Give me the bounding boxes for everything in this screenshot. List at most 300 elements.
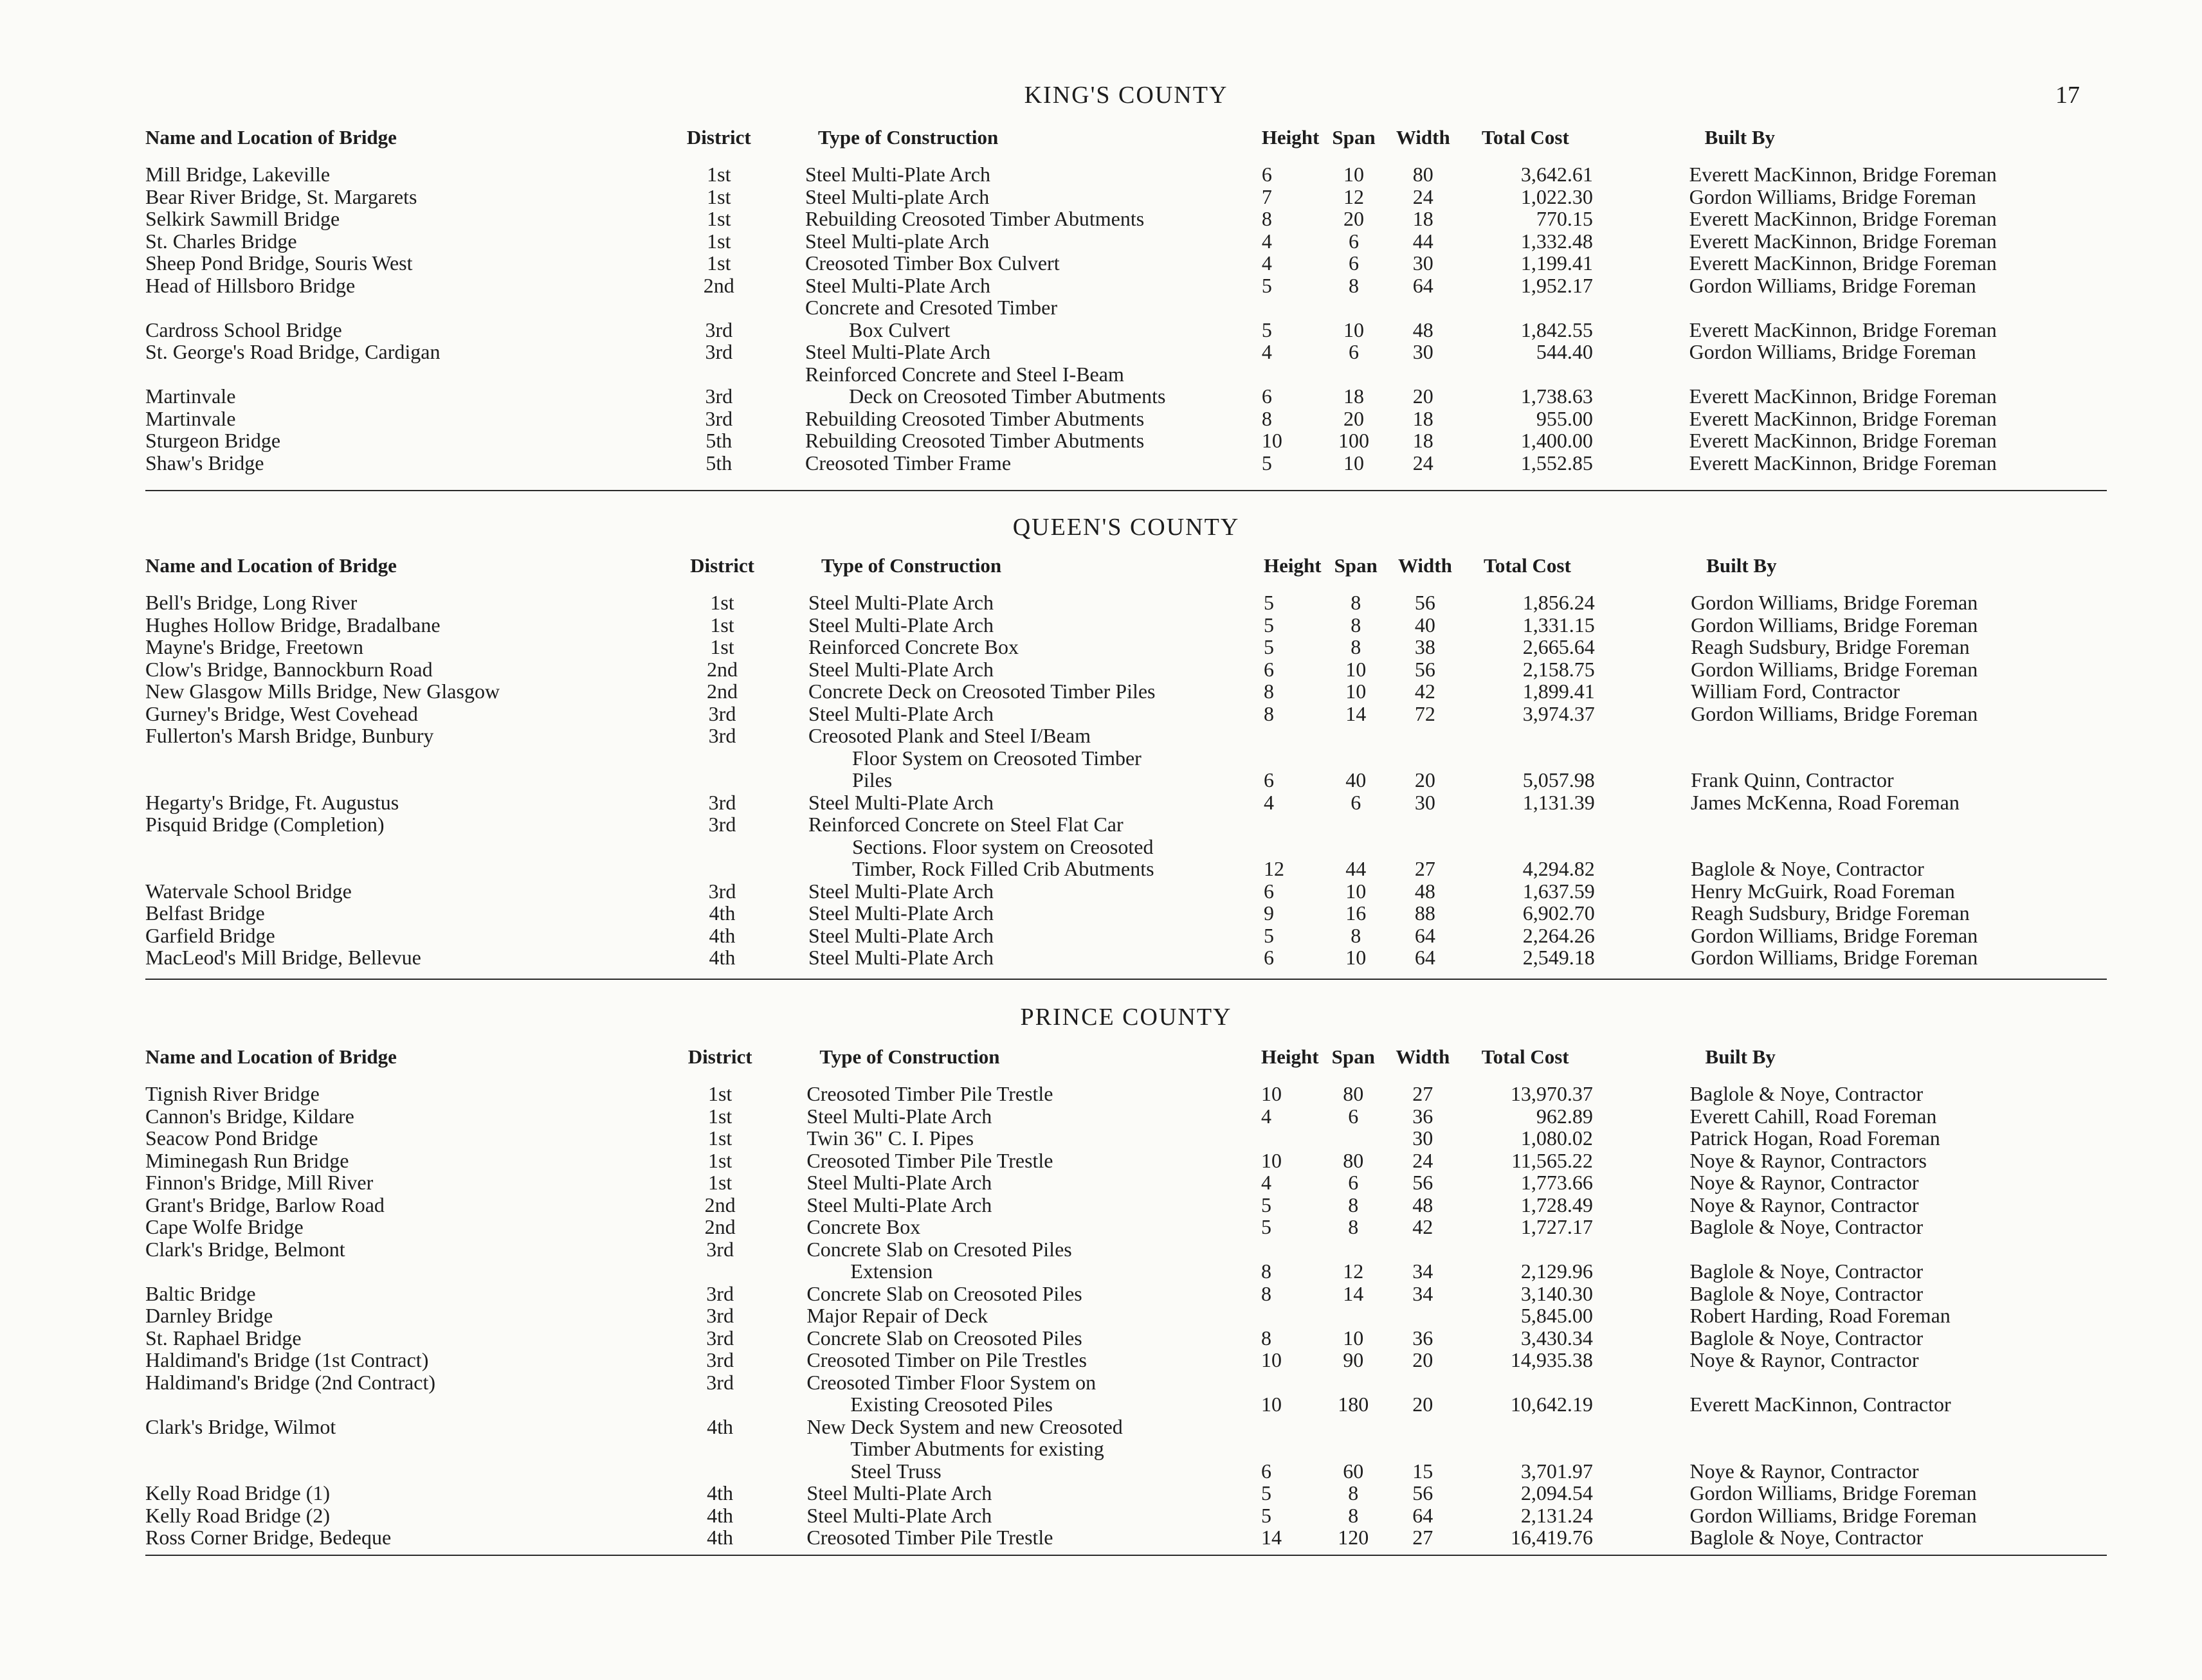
cell-span: 6 bbox=[1351, 790, 1361, 814]
cell-span: 6 bbox=[1348, 1104, 1359, 1128]
construction-type-cell bbox=[808, 614, 1264, 637]
construction-type-line: Concrete Deck on Creosoted Timber Piles bbox=[808, 680, 1156, 703]
cell-name: Darnley Bridge bbox=[145, 1304, 273, 1327]
construction-type-line: Steel Multi-Plate Arch bbox=[808, 613, 994, 637]
cell-name: Sheep Pond Bridge, Souris West bbox=[145, 251, 413, 275]
cell-width: 40 bbox=[1414, 613, 1435, 637]
cell-built: Reagh Sudsbury, Bridge Foreman bbox=[1691, 901, 1970, 925]
cell-built: Everett MacKinnon, Bridge Foreman bbox=[1689, 229, 1997, 253]
cell-cost: 3,140.30 bbox=[1520, 1281, 1593, 1305]
cell-cost: 2,264.26 bbox=[1522, 923, 1595, 947]
cell-district: 5th bbox=[705, 429, 732, 452]
construction-type-line: Steel Multi-Plate Arch bbox=[808, 701, 994, 725]
construction-type-line: Creosoted Timber Pile Trestle bbox=[806, 1148, 1053, 1172]
table-row bbox=[145, 1150, 2107, 1172]
cell-height: 8 bbox=[1261, 406, 1272, 430]
cell-name: Haldimand's Bridge (2nd Contract) bbox=[145, 1370, 435, 1394]
county-title: KING'S COUNTY bbox=[1024, 82, 1228, 109]
cell-height: 4 bbox=[1264, 790, 1275, 814]
cell-width bbox=[1388, 1305, 1457, 1327]
table-row bbox=[145, 186, 2107, 208]
cell-cost: 1,331.15 bbox=[1522, 613, 1595, 637]
table-row bbox=[145, 1416, 2107, 1483]
cell-built: Everett Cahill, Road Foreman bbox=[1689, 1104, 1937, 1128]
table-row bbox=[145, 1127, 2107, 1150]
construction-type-line: Steel Multi-Plate Arch bbox=[805, 273, 990, 297]
column-spacer bbox=[1593, 1045, 1690, 1083]
construction-type-line: New Deck System and new Creosoted bbox=[806, 1414, 1123, 1438]
cell-span: 10 bbox=[1343, 163, 1364, 186]
column-spacer bbox=[1595, 902, 1691, 925]
column-spacer bbox=[1593, 1238, 1690, 1283]
cell-cost: 16,419.76 bbox=[1510, 1526, 1593, 1549]
cell-width: 44 bbox=[1412, 229, 1433, 253]
cell-district: 3rd bbox=[708, 813, 736, 836]
cell-span: 8 bbox=[1349, 273, 1359, 297]
construction-type-cell bbox=[806, 1150, 1261, 1172]
cell-name: Pisquid Bridge (Completion) bbox=[145, 813, 385, 836]
cell-height: 5 bbox=[1261, 318, 1272, 341]
cell-built: Everett MacKinnon, Bridge Foreman bbox=[1689, 384, 1997, 408]
cell-cost: 955.00 bbox=[1536, 406, 1593, 430]
construction-type-line: Steel Multi-Plate Arch bbox=[808, 657, 994, 681]
cell-district: 1st bbox=[707, 1082, 732, 1105]
cell-cost: 1,131.39 bbox=[1522, 790, 1595, 814]
cell-span bbox=[1319, 1305, 1388, 1327]
construction-type-cell bbox=[806, 1482, 1261, 1504]
cell-district: 3rd bbox=[708, 879, 736, 903]
cell-cost: 1,199.41 bbox=[1520, 251, 1593, 275]
cell-district: 4th bbox=[709, 923, 736, 947]
cell-width: 27 bbox=[1412, 1526, 1433, 1549]
cell-cost: 1,842.55 bbox=[1520, 318, 1593, 341]
cell-span: 44 bbox=[1345, 857, 1367, 880]
column-spacer bbox=[1593, 1305, 1690, 1327]
table-row bbox=[145, 275, 2107, 297]
cell-cost: 2,549.18 bbox=[1522, 946, 1595, 969]
cell-district: 1st bbox=[707, 185, 731, 208]
cell-height: 10 bbox=[1260, 1393, 1282, 1416]
cell-built: Everett MacKinnon, Bridge Foreman bbox=[1689, 429, 1997, 452]
construction-type-cell bbox=[806, 1416, 1261, 1483]
cell-name: Tignish River Bridge bbox=[145, 1082, 320, 1105]
cell-span: 10 bbox=[1343, 1326, 1364, 1350]
construction-type-cell bbox=[808, 946, 1264, 969]
cell-width: 27 bbox=[1414, 857, 1435, 880]
cell-span: 16 bbox=[1345, 901, 1367, 925]
cell-span: 80 bbox=[1343, 1148, 1364, 1172]
cell-district: 5th bbox=[705, 451, 732, 474]
cell-span: 10 bbox=[1345, 879, 1367, 903]
cell-built: Gordon Williams, Bridge Foreman bbox=[1689, 1481, 1977, 1504]
cell-district: 3rd bbox=[708, 724, 736, 747]
cell-span: 10 bbox=[1345, 657, 1367, 681]
cell-district: 4th bbox=[709, 901, 736, 925]
cell-height: 4 bbox=[1260, 1104, 1271, 1128]
construction-type-line: Floor System on Creosoted Timber bbox=[852, 746, 1142, 770]
column-spacer bbox=[1595, 791, 1691, 814]
cell-cost: 3,974.37 bbox=[1522, 701, 1595, 725]
column-spacer bbox=[1593, 341, 1689, 363]
column-spacer bbox=[1595, 925, 1691, 947]
cell-built: Gordon Williams, Bridge Foreman bbox=[1691, 613, 1978, 637]
cell-name: Cannon's Bridge, Kildare bbox=[145, 1104, 354, 1128]
cell-cost: 10,642.19 bbox=[1510, 1393, 1593, 1416]
column-header-cost: Total Cost bbox=[1482, 126, 1569, 149]
construction-type-line: Timber Abutments for existing bbox=[850, 1437, 1104, 1460]
cell-cost: 1,637.59 bbox=[1522, 879, 1595, 903]
cell-district: 4th bbox=[707, 1481, 734, 1504]
construction-type-line: Steel Multi-Plate Arch bbox=[806, 1193, 992, 1216]
cell-built: Everett MacKinnon, Contractor bbox=[1689, 1393, 1951, 1416]
cell-name: Head of Hillsboro Bridge bbox=[145, 273, 356, 297]
construction-type-line: Extension bbox=[850, 1260, 933, 1283]
construction-type-line: Steel Multi-Plate Arch bbox=[808, 946, 994, 969]
cell-district: 1st bbox=[707, 163, 731, 186]
cell-cost: 2,665.64 bbox=[1522, 635, 1595, 658]
cell-built: Noye & Raynor, Contractors bbox=[1689, 1148, 1927, 1172]
table-row bbox=[145, 1327, 2107, 1350]
column-header-width: Width bbox=[1396, 1045, 1450, 1068]
cell-district: 1st bbox=[707, 251, 731, 275]
column-spacer bbox=[1593, 1416, 1690, 1483]
construction-type-cell bbox=[808, 902, 1264, 925]
cell-district: 3rd bbox=[705, 406, 733, 430]
cell-span: 8 bbox=[1348, 1481, 1359, 1504]
cell-district: 1st bbox=[707, 1126, 732, 1150]
cell-name: Martinvale bbox=[145, 384, 236, 408]
cell-name: Hughes Hollow Bridge, Bradalbane bbox=[145, 613, 441, 637]
cell-district: 2nd bbox=[706, 657, 738, 681]
table-row bbox=[145, 1238, 2107, 1283]
cell-width: 64 bbox=[1412, 1503, 1433, 1527]
column-header-cost: Total Cost bbox=[1481, 1045, 1569, 1068]
cell-width: 30 bbox=[1414, 790, 1435, 814]
cell-height: 4 bbox=[1260, 1171, 1271, 1194]
table-row bbox=[145, 813, 2107, 880]
cell-district: 2nd bbox=[704, 1193, 736, 1216]
cell-cost: 544.40 bbox=[1536, 340, 1593, 363]
cell-height: 4 bbox=[1261, 229, 1272, 253]
cell-span: 8 bbox=[1351, 591, 1361, 614]
cell-width: 24 bbox=[1412, 451, 1433, 474]
construction-type-cell bbox=[806, 1083, 1261, 1105]
table-row bbox=[145, 925, 2107, 947]
cell-cost: 1,400.00 bbox=[1520, 429, 1593, 452]
cell-height: 12 bbox=[1264, 857, 1285, 880]
construction-type-line: Creosoted Timber Pile Trestle bbox=[806, 1526, 1053, 1549]
cell-cost: 2,094.54 bbox=[1520, 1481, 1593, 1504]
construction-type-line: Creosoted Timber Frame bbox=[805, 451, 1012, 474]
cell-name: Selkirk Sawmill Bridge bbox=[145, 207, 340, 230]
column-header-name: Name and Location of Bridge bbox=[145, 1045, 397, 1068]
cell-cost: 1,728.49 bbox=[1520, 1193, 1593, 1216]
column-header-built: Built By bbox=[1706, 554, 1777, 577]
table-row bbox=[145, 341, 2107, 363]
page-number: 17 bbox=[2055, 82, 2080, 109]
column-header-height: Height bbox=[1264, 554, 1322, 577]
construction-type-line: Steel Multi-Plate Arch bbox=[808, 923, 994, 947]
cell-name: Cape Wolfe Bridge bbox=[145, 1215, 304, 1238]
cell-span: 6 bbox=[1349, 340, 1359, 363]
table-row bbox=[145, 1105, 2107, 1128]
table-row bbox=[145, 208, 2107, 230]
table-row bbox=[145, 1349, 2107, 1371]
construction-type-cell bbox=[808, 636, 1264, 658]
cell-height: 6 bbox=[1264, 657, 1275, 681]
cell-height: 10 bbox=[1260, 1148, 1282, 1172]
construction-type-line: Sections. Floor system on Creosoted bbox=[852, 835, 1154, 858]
table-row bbox=[145, 1216, 2107, 1238]
cell-height: 5 bbox=[1261, 273, 1272, 297]
cell-cost: 1,773.66 bbox=[1520, 1171, 1593, 1194]
construction-type-line: Concrete Box bbox=[806, 1215, 921, 1238]
cell-span: 10 bbox=[1345, 946, 1367, 969]
construction-type-cell bbox=[806, 1526, 1261, 1549]
cell-height: 10 bbox=[1260, 1082, 1282, 1105]
cell-district: 2nd bbox=[706, 680, 738, 703]
cell-cost: 1,727.17 bbox=[1520, 1215, 1593, 1238]
construction-type-cell bbox=[808, 725, 1264, 791]
construction-type-line: Steel Multi-Plate Arch bbox=[806, 1171, 992, 1194]
cell-height: 5 bbox=[1264, 923, 1275, 947]
cell-district: 4th bbox=[707, 1414, 734, 1438]
table-row bbox=[145, 452, 2107, 474]
construction-type-cell bbox=[808, 813, 1264, 880]
cell-height: 9 bbox=[1264, 901, 1275, 925]
cell-width: 30 bbox=[1412, 251, 1433, 275]
cell-built: Gordon Williams, Bridge Foreman bbox=[1689, 340, 1976, 363]
cell-span: 180 bbox=[1338, 1393, 1369, 1416]
cell-height bbox=[1261, 1127, 1319, 1150]
bridge-table bbox=[145, 1045, 2107, 1549]
column-spacer bbox=[1593, 1283, 1690, 1305]
cell-district: 3rd bbox=[706, 1370, 734, 1394]
column-spacer bbox=[1593, 1371, 1690, 1416]
cell-built: Robert Harding, Road Foreman bbox=[1689, 1304, 1951, 1327]
cell-width: 64 bbox=[1412, 273, 1433, 297]
column-header-height: Height bbox=[1261, 126, 1320, 149]
cell-built: Everett MacKinnon, Bridge Foreman bbox=[1689, 163, 1997, 186]
column-spacer bbox=[1595, 658, 1691, 681]
cell-name: New Glasgow Mills Bridge, New Glasgow bbox=[145, 680, 500, 703]
section-divider bbox=[145, 1555, 2107, 1556]
table-row bbox=[145, 791, 2107, 814]
cell-width: 64 bbox=[1414, 923, 1435, 947]
cell-width: 38 bbox=[1414, 635, 1435, 658]
construction-type-line: Concrete Slab on Creosoted Piles bbox=[806, 1326, 1082, 1350]
cell-width: 24 bbox=[1412, 1148, 1433, 1172]
section-divider bbox=[145, 979, 2107, 980]
section-divider bbox=[145, 490, 2107, 491]
cell-width: 80 bbox=[1412, 163, 1433, 186]
cell-width: 20 bbox=[1412, 1393, 1433, 1416]
construction-type-cell bbox=[806, 1105, 1261, 1128]
construction-type-cell bbox=[806, 1216, 1261, 1238]
cell-built: Gordon Williams, Bridge Foreman bbox=[1691, 657, 1978, 681]
cell-width: 30 bbox=[1412, 340, 1433, 363]
cell-name: Clow's Bridge, Bannockburn Road bbox=[145, 657, 433, 681]
cell-cost: 962.89 bbox=[1536, 1104, 1593, 1128]
cell-height: 6 bbox=[1264, 946, 1275, 969]
table-row bbox=[145, 230, 2107, 253]
cell-width: 48 bbox=[1412, 318, 1433, 341]
column-spacer bbox=[1595, 614, 1691, 637]
cell-name: Seacow Pond Bridge bbox=[145, 1126, 318, 1150]
cell-built: Gordon Williams, Bridge Foreman bbox=[1689, 1503, 1977, 1527]
construction-type-cell bbox=[806, 1504, 1261, 1527]
construction-type-cell bbox=[805, 252, 1262, 275]
cell-height: 6 bbox=[1264, 768, 1275, 791]
cell-name: Mayne's Bridge, Freetown bbox=[145, 635, 364, 658]
column-header-width: Width bbox=[1397, 554, 1452, 577]
construction-type-cell bbox=[805, 363, 1262, 408]
construction-type-line: Steel Multi-Plate Arch bbox=[806, 1481, 992, 1504]
construction-type-line: Steel Multi-Plate Arch bbox=[805, 163, 990, 186]
table-row bbox=[145, 1171, 2107, 1194]
cell-height: 8 bbox=[1260, 1281, 1271, 1305]
cell-built: William Ford, Contractor bbox=[1691, 680, 1900, 703]
cell-district: 1st bbox=[710, 635, 734, 658]
cell-cost: 1,856.24 bbox=[1522, 591, 1595, 614]
construction-type-line: Creosoted Timber Box Culvert bbox=[805, 251, 1060, 275]
cell-width: 48 bbox=[1412, 1193, 1433, 1216]
construction-type-cell bbox=[806, 1171, 1261, 1194]
construction-type-line: Deck on Creosoted Timber Abutments bbox=[849, 384, 1166, 408]
cell-built: Reagh Sudsbury, Bridge Foreman bbox=[1691, 635, 1970, 658]
cell-span: 12 bbox=[1343, 1260, 1364, 1283]
table-row bbox=[145, 725, 2107, 791]
construction-type-line: Steel Multi-Plate Arch bbox=[808, 591, 994, 614]
cell-district: 4th bbox=[707, 1526, 734, 1549]
construction-type-cell bbox=[808, 791, 1264, 814]
table-row bbox=[145, 296, 2107, 341]
cell-height bbox=[1261, 1305, 1319, 1327]
cell-built: Baglole & Noye, Contractor bbox=[1689, 1281, 1924, 1305]
cell-span: 40 bbox=[1345, 768, 1367, 791]
construction-type-line: Steel Multi-Plate Arch bbox=[806, 1503, 992, 1527]
construction-type-line: Rebuilding Creosoted Timber Abutments bbox=[805, 207, 1145, 230]
cell-district: 1st bbox=[707, 1148, 732, 1172]
column-spacer bbox=[1595, 636, 1691, 658]
cell-span: 8 bbox=[1351, 635, 1361, 658]
cell-height: 5 bbox=[1260, 1215, 1271, 1238]
cell-cost: 1,738.63 bbox=[1520, 384, 1593, 408]
construction-type-line: Steel Truss bbox=[850, 1459, 942, 1483]
cell-span: 60 bbox=[1343, 1459, 1364, 1483]
cell-height: 10 bbox=[1260, 1348, 1282, 1371]
construction-type-line: Concrete Slab on Creosoted Piles bbox=[806, 1281, 1082, 1305]
cell-district: 3rd bbox=[706, 1281, 734, 1305]
construction-type-cell bbox=[808, 880, 1264, 903]
cell-span: 80 bbox=[1343, 1082, 1364, 1105]
column-spacer bbox=[1593, 296, 1689, 341]
cell-built: Henry McGuirk, Road Foreman bbox=[1691, 879, 1955, 903]
cell-width: 18 bbox=[1412, 406, 1433, 430]
column-spacer bbox=[1595, 946, 1691, 969]
cell-width: 56 bbox=[1412, 1171, 1433, 1194]
column-header-cost: Total Cost bbox=[1484, 554, 1571, 577]
construction-type-cell bbox=[805, 163, 1262, 186]
cell-name: Baltic Bridge bbox=[145, 1281, 256, 1305]
table-row bbox=[145, 636, 2107, 658]
cell-name: Gurney's Bridge, West Covehead bbox=[145, 701, 418, 725]
cell-name: Shaw's Bridge bbox=[145, 451, 264, 474]
county-title: PRINCE COUNTY bbox=[1020, 1004, 1232, 1031]
column-header-type: Type of Construction bbox=[821, 554, 1002, 577]
cell-name: Finnon's Bridge, Mill River bbox=[145, 1171, 374, 1194]
column-header-width: Width bbox=[1396, 126, 1450, 149]
cell-span: 100 bbox=[1338, 429, 1369, 452]
cell-span: 10 bbox=[1345, 680, 1367, 703]
cell-built: Gordon Williams, Bridge Foreman bbox=[1691, 701, 1978, 725]
column-header-district: District bbox=[686, 126, 751, 149]
table-row bbox=[145, 680, 2107, 703]
cell-name: Bell's Bridge, Long River bbox=[145, 591, 358, 614]
cell-height: 4 bbox=[1261, 251, 1272, 275]
column-header-span: Span bbox=[1334, 554, 1378, 577]
cell-width: 56 bbox=[1414, 657, 1435, 681]
construction-type-cell bbox=[806, 1305, 1261, 1327]
cell-name: Clark's Bridge, Wilmot bbox=[145, 1414, 336, 1438]
cell-height: 5 bbox=[1264, 635, 1275, 658]
cell-built: Baglole & Noye, Contractor bbox=[1689, 1215, 1924, 1238]
cell-built: Noye & Raynor, Contractor bbox=[1689, 1193, 1919, 1216]
cell-cost: 1,022.30 bbox=[1520, 185, 1593, 208]
cell-span: 8 bbox=[1351, 923, 1361, 947]
construction-type-line: Steel Multi-Plate Arch bbox=[805, 340, 990, 363]
cell-height: 8 bbox=[1261, 207, 1272, 230]
table-row bbox=[145, 429, 2107, 452]
column-header-span: Span bbox=[1331, 1045, 1375, 1068]
cell-district: 3rd bbox=[708, 701, 736, 725]
cell-span: 8 bbox=[1348, 1215, 1359, 1238]
cell-name: Fullerton's Marsh Bridge, Bunbury bbox=[145, 724, 434, 747]
table-header-row bbox=[145, 126, 2107, 163]
construction-type-cell bbox=[805, 429, 1262, 452]
column-spacer bbox=[1593, 230, 1689, 253]
cell-district: 3rd bbox=[706, 1237, 734, 1261]
column-header-district: District bbox=[690, 554, 754, 577]
cell-built: Everett MacKinnon, Bridge Foreman bbox=[1689, 251, 1997, 275]
column-spacer bbox=[1593, 1171, 1690, 1194]
construction-type-line: Reinforced Concrete on Steel Flat Car bbox=[808, 813, 1124, 836]
construction-type-line: Concrete and Cresoted Timber bbox=[805, 296, 1057, 319]
cell-cost: 13,970.37 bbox=[1510, 1082, 1593, 1105]
bridge-table bbox=[145, 126, 2107, 474]
table-row bbox=[145, 1194, 2107, 1216]
construction-type-line: Reinforced Concrete Box bbox=[808, 635, 1019, 658]
column-spacer bbox=[1595, 592, 1691, 614]
cell-cost: 1,952.17 bbox=[1520, 273, 1593, 297]
cell-span: 20 bbox=[1343, 406, 1364, 430]
table-row bbox=[145, 1504, 2107, 1527]
cell-district: 1st bbox=[707, 1104, 732, 1128]
construction-type-cell bbox=[806, 1127, 1261, 1150]
column-spacer bbox=[1593, 1526, 1690, 1549]
column-spacer bbox=[1593, 1150, 1690, 1172]
cell-span: 90 bbox=[1343, 1348, 1364, 1371]
cell-cost: 6,902.70 bbox=[1522, 901, 1595, 925]
cell-name: Hegarty's Bridge, Ft. Augustus bbox=[145, 790, 399, 814]
column-header-district: District bbox=[687, 1045, 752, 1068]
cell-built: Everett MacKinnon, Bridge Foreman bbox=[1689, 207, 1997, 230]
column-spacer bbox=[1593, 186, 1689, 208]
construction-type-cell bbox=[805, 408, 1262, 430]
cell-span: 10 bbox=[1343, 451, 1364, 474]
cell-built: Noye & Raynor, Contractor bbox=[1689, 1171, 1919, 1194]
cell-district: 3rd bbox=[708, 790, 736, 814]
